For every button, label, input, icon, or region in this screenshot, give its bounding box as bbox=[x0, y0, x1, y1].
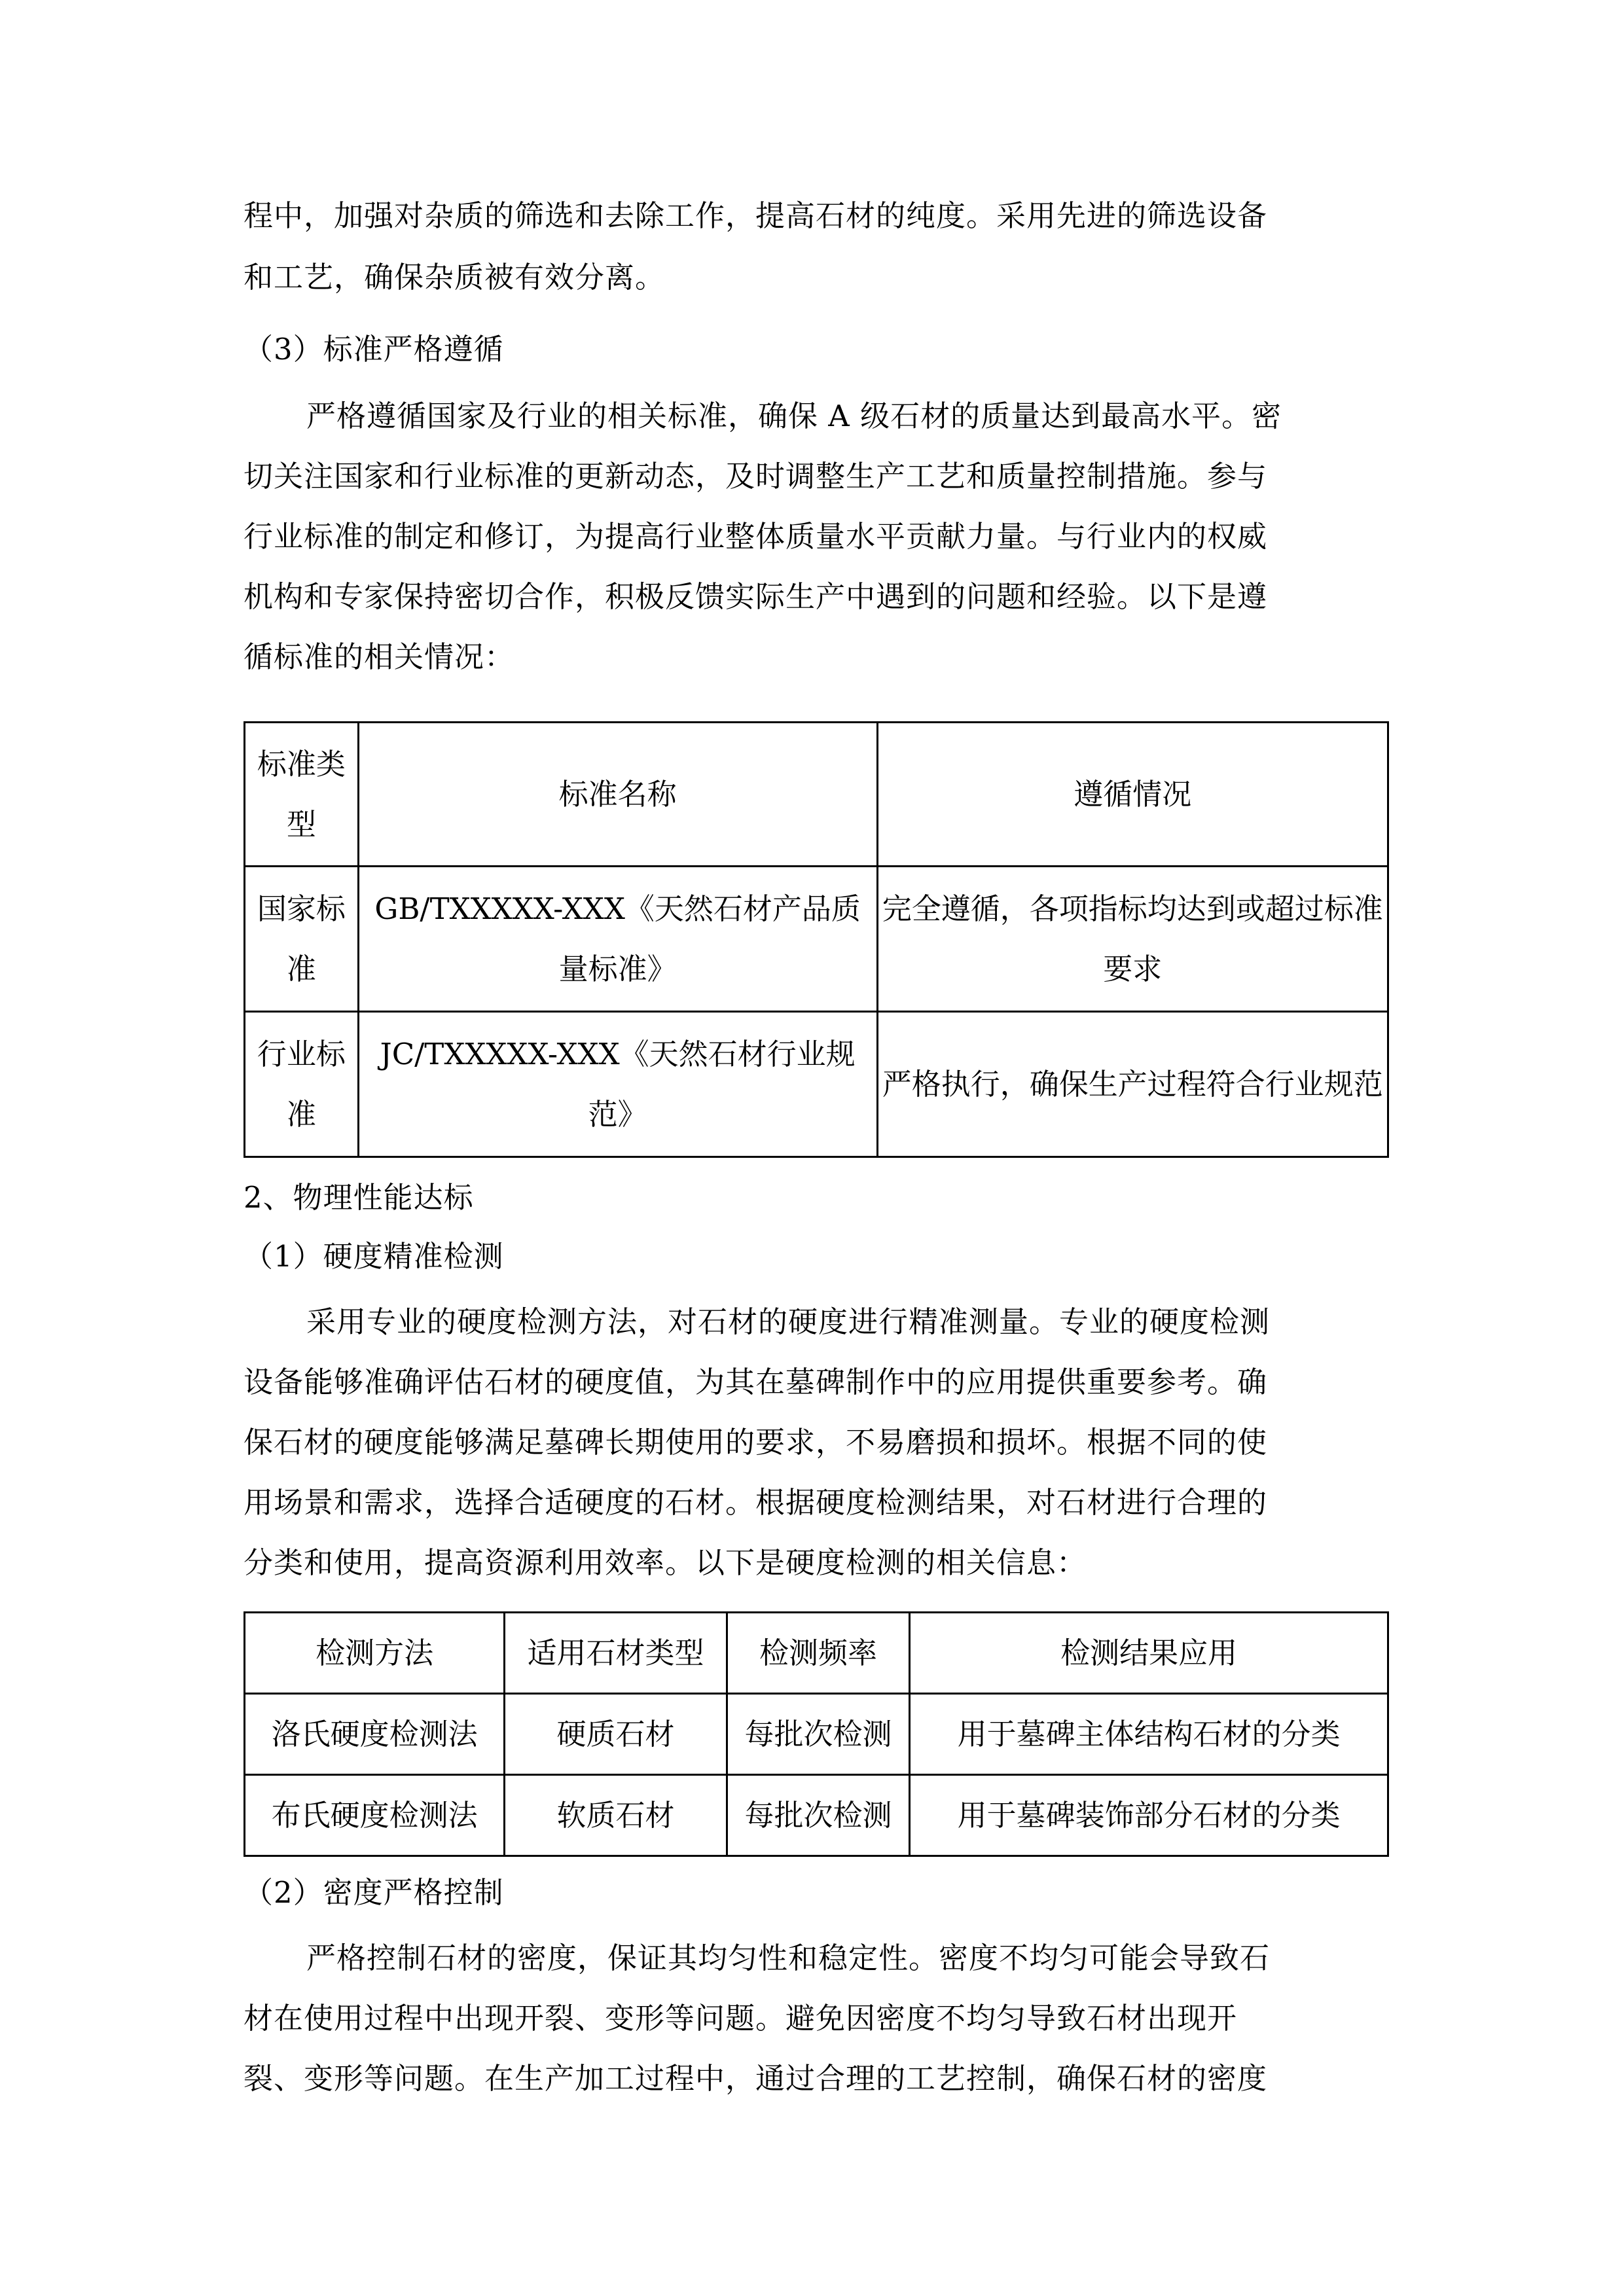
hardness-table bbox=[244, 1611, 1389, 1857]
table-cell: 布氏硬度检测法 bbox=[245, 1775, 505, 1856]
table-header-cell: 遵循情况 bbox=[877, 723, 1388, 867]
paragraph-line: 保石材的硬度能够满足墓碑长期使用的要求，不易磨损和损坏。根据不同的使 bbox=[244, 1425, 1268, 1460]
table-header-cell: 标准类型 bbox=[245, 723, 359, 867]
table-header-cell: 标准名称 bbox=[358, 723, 877, 867]
paragraph-line: 用场景和需求，选择合适硬度的石材。根据硬度检测结果，对石材进行合理的 bbox=[244, 1485, 1268, 1520]
standards-table bbox=[244, 721, 1389, 1158]
table-cell: 硬质石材 bbox=[505, 1694, 727, 1775]
paragraph-line: 循标准的相关情况： bbox=[244, 639, 515, 674]
table-cell: 用于墓碑主体结构石材的分类 bbox=[910, 1694, 1388, 1775]
table-header-cell: 检测频率 bbox=[727, 1613, 910, 1694]
paragraph-line: 严格控制石材的密度，保证其均匀性和稳定性。密度不均匀可能会导致石 bbox=[306, 1941, 1271, 1975]
table-cell: 行业标准 bbox=[245, 1012, 359, 1157]
paragraph-line: 裂、变形等问题。在生产加工过程中，通过合理的工艺控制，确保石材的密度 bbox=[244, 2061, 1268, 2096]
table-cell: JC/TXXXXX-XXX《天然石材行业规范》 bbox=[358, 1012, 877, 1157]
paragraph-line: 切关注国家和行业标准的更新动态，及时调整生产工艺和质量控制措施。参与 bbox=[244, 459, 1268, 493]
table-row bbox=[245, 1012, 1388, 1157]
section-heading: 2、物理性能达标 bbox=[244, 1180, 474, 1215]
subsection-heading: （2）密度严格控制 bbox=[244, 1875, 504, 1910]
table-cell: 完全遵循，各项指标均达到或超过标准要求 bbox=[877, 867, 1388, 1012]
paragraph-line: 严格遵循国家及行业的相关标准，确保 A 级石材的质量达到最高水平。密 bbox=[306, 399, 1282, 433]
paragraph-line: 和工艺，确保杂质被有效分离。 bbox=[244, 260, 666, 295]
table-header-cell: 检测结果应用 bbox=[910, 1613, 1388, 1694]
table-header-cell: 适用石材类型 bbox=[505, 1613, 727, 1694]
subsection-heading: （1）硬度精准检测 bbox=[244, 1239, 504, 1274]
table-cell: 国家标准 bbox=[245, 867, 359, 1012]
table-row bbox=[245, 867, 1388, 1012]
paragraph-line: 机构和专家保持密切合作，积极反馈实际生产中遇到的问题和经验。以下是遵 bbox=[244, 579, 1268, 614]
table-cell: 每批次检测 bbox=[727, 1694, 910, 1775]
table-header-row bbox=[245, 723, 1388, 867]
table-cell: 每批次检测 bbox=[727, 1775, 910, 1856]
table-row bbox=[245, 1775, 1388, 1856]
table-cell: 软质石材 bbox=[505, 1775, 727, 1856]
table-row bbox=[245, 1694, 1388, 1775]
table-cell: 用于墓碑装饰部分石材的分类 bbox=[910, 1775, 1388, 1856]
paragraph-line: 行业标准的制定和修订，为提高行业整体质量水平贡献力量。与行业内的权威 bbox=[244, 519, 1268, 554]
paragraph-line: 材在使用过程中出现开裂、变形等问题。避免因密度不均匀导致石材出现开 bbox=[244, 2001, 1238, 2036]
table-cell: GB/TXXXXX-XXX《天然石材产品质量标准》 bbox=[358, 867, 877, 1012]
section-heading: （3）标准严格遵循 bbox=[244, 332, 504, 367]
paragraph-line: 程中，加强对杂质的筛选和去除工作，提高石材的纯度。采用先进的筛选设备 bbox=[244, 198, 1268, 233]
table-cell: 洛氏硬度检测法 bbox=[245, 1694, 505, 1775]
table-header-cell: 检测方法 bbox=[245, 1613, 505, 1694]
table-header-row bbox=[245, 1613, 1388, 1694]
paragraph-line: 采用专业的硬度检测方法，对石材的硬度进行精准测量。专业的硬度检测 bbox=[306, 1304, 1271, 1339]
paragraph-line: 设备能够准确评估石材的硬度值，为其在墓碑制作中的应用提供重要参考。确 bbox=[244, 1365, 1268, 1399]
table-cell: 严格执行，确保生产过程符合行业规范 bbox=[877, 1012, 1388, 1157]
paragraph-line: 分类和使用，提高资源利用效率。以下是硬度检测的相关信息： bbox=[244, 1545, 1087, 1580]
